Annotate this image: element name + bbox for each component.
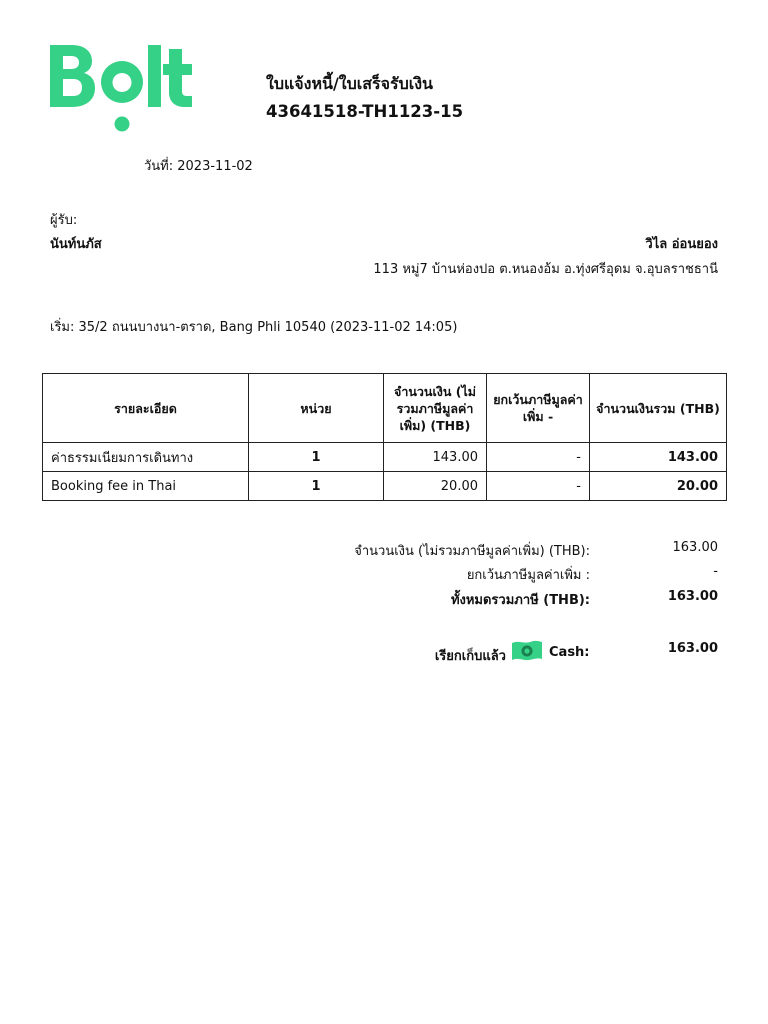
vat-exempt-label: ยกเว้นภาษีมูลค่าเพิ่ม : (466, 568, 590, 583)
rider-name: วิไล อ่อนยอง (645, 237, 718, 252)
table-header-row (43, 374, 727, 443)
payment-method: Cash: (549, 645, 590, 660)
row-total: 20.00 (590, 472, 727, 501)
row-vat-exempt: - (487, 472, 590, 501)
row-description: ค่าธรรมเนียมการเดินทาง (43, 443, 249, 472)
header-amount-excl-vat: จำนวนเงิน (ไม่รวมภาษีมูลค่าเพิ่ม) (THB) (384, 374, 487, 443)
rider-address: 113 หมู่7 บ้านห่องปอ ต.หนองอ้ม อ.ทุ่งศรีอุดม จ.อุบลราชธานี (373, 262, 718, 277)
subtotal-value: 163.00 (672, 540, 718, 555)
invoice-number: 43641518-TH1123-15 (266, 102, 464, 121)
total-value: 163.00 (667, 589, 718, 604)
recipient-label: ผู้รับ: (50, 213, 78, 228)
subtotal-label: จำนวนเงิน (ไม่รวมภาษีมูลค่าเพิ่ม) (THB): (354, 544, 590, 559)
row-amount-excl-vat: 143.00 (384, 443, 487, 472)
trip-start: เริ่ม: 35/2 ถนนบางนา-ตราด, Bang Phli 10540 (2023-11-02 14:05) (50, 320, 458, 335)
header-total: จำนวนเงินรวม (THB) (590, 374, 727, 443)
row-description: Booking fee in Thai (43, 472, 249, 501)
total-label: ทั้งหมดรวมภาษี (THB): (450, 593, 590, 608)
document-title: ใบแจ้งหนี้/ใบเสร็จรับเงิน (266, 74, 433, 93)
header-description: รายละเอียด (43, 374, 249, 443)
vat-exempt-value: - (713, 564, 718, 579)
table-row (43, 443, 727, 472)
cash-icon (511, 639, 543, 663)
collected-value: 163.00 (667, 641, 718, 656)
bolt-logo (48, 43, 194, 133)
row-vat-exempt: - (487, 443, 590, 472)
row-total: 143.00 (590, 443, 727, 472)
invoice-date: วันที่: 2023-11-02 (144, 159, 253, 174)
collected-label: เรียกเก็บแล้ว (434, 649, 506, 664)
items-table (42, 373, 727, 501)
row-amount-excl-vat: 20.00 (384, 472, 487, 501)
table-row (43, 472, 727, 501)
row-unit: 1 (249, 443, 384, 472)
header-unit: หน่วย (249, 374, 384, 443)
header-vat-exempt: ยกเว้นภาษีมูลค่าเพิ่ม - (487, 374, 590, 443)
row-unit: 1 (249, 472, 384, 501)
recipient-name: นันท์นภัส (50, 237, 102, 252)
